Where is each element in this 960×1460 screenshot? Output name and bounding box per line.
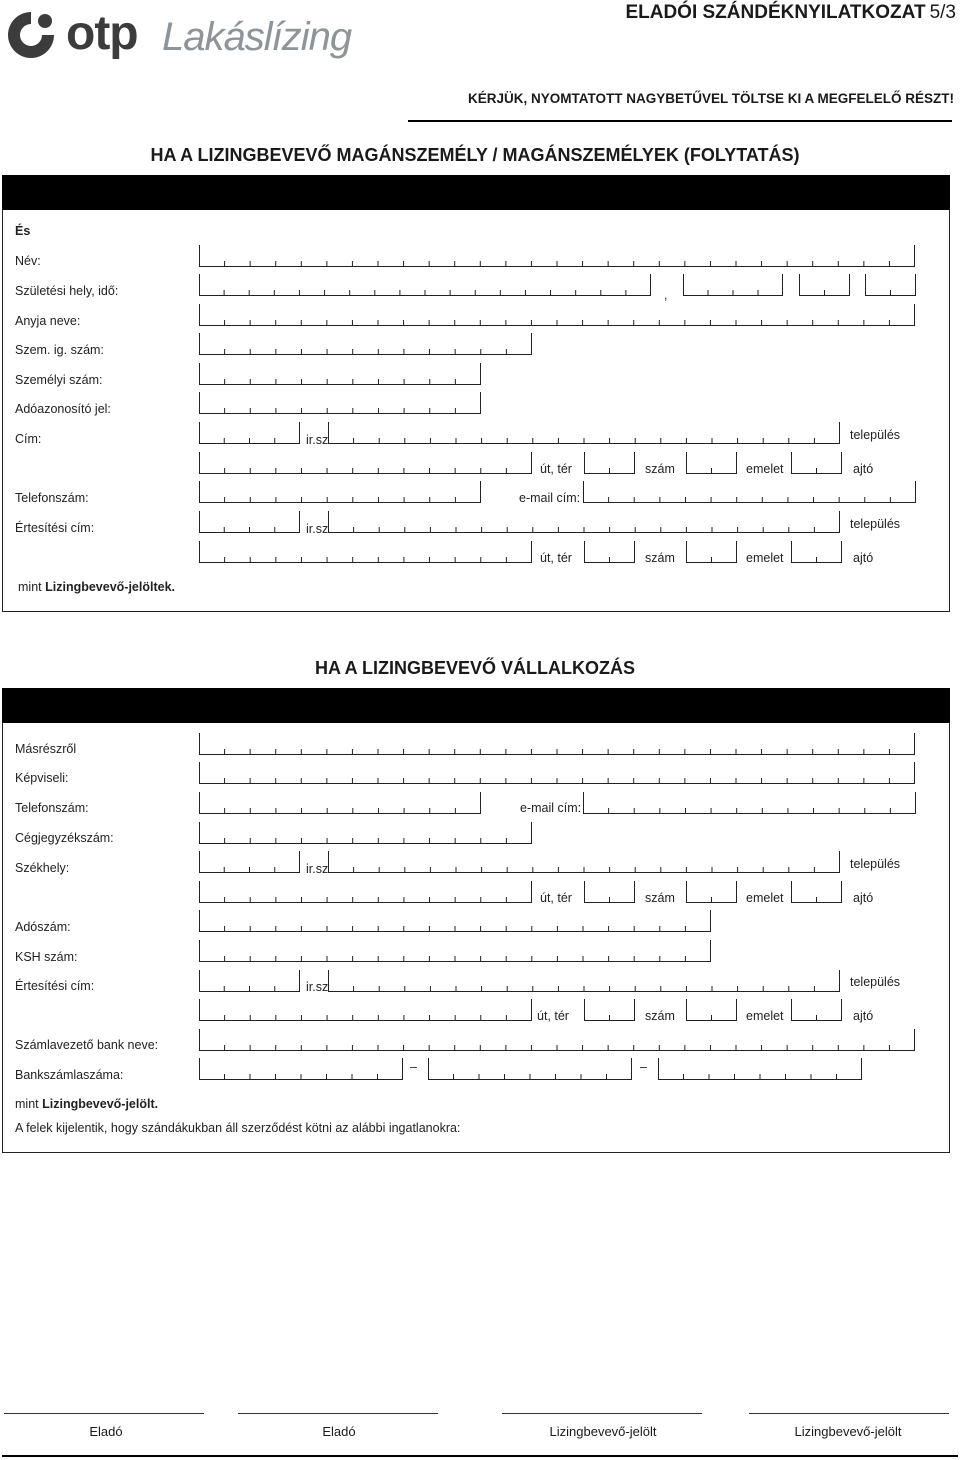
notify-floor-field[interactable] — [686, 541, 737, 563]
declaration-text: A felek kijelentik, hogy szándákukban áll szerződést kötni az alábbi ingatlanokra: — [15, 1121, 461, 1135]
section1-footer — [18, 580, 175, 594]
company-notify-number-field[interactable] — [584, 999, 635, 1021]
signature-label-lessee-1: Lizingbevevő-jelölt — [549, 1424, 657, 1439]
otp-lakaslizing-logo — [4, 4, 354, 64]
city-label: település — [850, 857, 901, 871]
footer-prefix: mint — [18, 580, 42, 594]
tax-id-field[interactable] — [199, 392, 481, 414]
seat-door-field[interactable] — [791, 881, 842, 903]
notify-zip-field[interactable] — [199, 511, 300, 533]
label-birth: Születési hely, idő: — [15, 284, 119, 298]
number-label: szám — [645, 1009, 675, 1023]
label-represented: Képviseli: — [15, 771, 69, 785]
address-door-field[interactable] — [791, 452, 842, 474]
page-number: 5/3 — [929, 2, 956, 23]
signature-line-lessee-1[interactable] — [502, 1413, 702, 1414]
label-tax-id: Adóazonosító jel: — [15, 402, 111, 416]
logo-otp-text: otp — [66, 7, 138, 60]
street-label: út, tér — [540, 462, 572, 476]
label-notify-address: Értesítési cím: — [15, 521, 95, 535]
notify-street-field[interactable] — [199, 541, 532, 563]
seat-city-field[interactable] — [328, 851, 840, 873]
notify-city-field[interactable] — [328, 511, 840, 533]
label-company-reg: Cégjegyzékszám: — [15, 831, 114, 845]
birth-year-field[interactable] — [683, 274, 783, 296]
email-field[interactable] — [583, 481, 916, 503]
account-dash-2: – — [640, 1060, 647, 1074]
mother-name-field[interactable] — [199, 304, 915, 326]
footer-role: Lizingbevevő-jelölt. — [42, 1097, 159, 1111]
company-notify-floor-field[interactable] — [686, 999, 737, 1021]
seat-number-field[interactable] — [584, 881, 635, 903]
logo-subtitle: Lakáslízing — [162, 15, 352, 59]
email-label: e-mail cím: — [520, 801, 582, 815]
company-notify-zip-field[interactable] — [199, 970, 300, 992]
personal-number-field[interactable] — [199, 363, 481, 385]
signature-label-seller-2: Eladó — [322, 1424, 356, 1439]
floor-label: emelet — [746, 462, 784, 476]
company-notify-city-field[interactable] — [328, 970, 840, 992]
document-title-text: ELADÓI SZÁNDÉKNYILATKOZAT — [625, 2, 926, 23]
notify-door-field[interactable] — [791, 541, 842, 563]
floor-label: emelet — [746, 891, 784, 905]
door-label: ajtó — [853, 891, 874, 905]
document-title — [625, 2, 956, 24]
bank-account-part2-field[interactable] — [428, 1058, 632, 1080]
label-and: És — [15, 224, 31, 238]
label-name: Név: — [15, 254, 41, 268]
company-email-field[interactable] — [583, 792, 916, 814]
company-phone-field[interactable] — [199, 792, 481, 814]
email-label: e-mail cím: — [519, 491, 581, 505]
seat-floor-field[interactable] — [686, 881, 737, 903]
section-bar — [2, 688, 950, 723]
label-id-number: Szem. ig. szám: — [15, 343, 104, 357]
label-personal-number: Személyi szám: — [15, 373, 103, 387]
zip-label: ir.sz — [306, 433, 329, 447]
address-city-field[interactable] — [328, 422, 840, 444]
signature-label-lessee-2: Lizingbevevő-jelölt — [794, 1424, 902, 1439]
tax-number-field[interactable] — [199, 910, 711, 932]
bank-account-part3-field[interactable] — [658, 1058, 862, 1080]
notify-number-field[interactable] — [584, 541, 635, 563]
signature-line-seller-1[interactable] — [4, 1413, 204, 1414]
address-street-field[interactable] — [199, 452, 532, 474]
number-label: szám — [645, 891, 675, 905]
city-label: település — [850, 428, 901, 442]
street-label: út, tér — [540, 551, 572, 565]
birth-place-field[interactable] — [199, 274, 651, 296]
floor-label: emelet — [746, 551, 784, 565]
birth-day-field[interactable] — [865, 274, 916, 296]
door-label: ajtó — [853, 551, 874, 565]
label-bank-account: Bankszámlaszáma: — [15, 1068, 124, 1082]
signature-label-seller-1: Eladó — [89, 1424, 123, 1439]
street-label: út, tér — [537, 1009, 569, 1023]
header-divider — [408, 120, 952, 122]
company-notify-door-field[interactable] — [791, 999, 842, 1021]
company-name-field[interactable] — [199, 733, 915, 755]
signature-line-lessee-2[interactable] — [749, 1413, 949, 1414]
seat-street-field[interactable] — [199, 881, 532, 903]
number-label: szám — [645, 551, 675, 565]
otp-logo-mark-icon — [4, 8, 58, 62]
number-label: szám — [645, 462, 675, 476]
address-floor-field[interactable] — [686, 452, 737, 474]
door-label: ajtó — [853, 462, 874, 476]
section-title-company: HA A LIZINGBEVEVŐ VÁLLALKOZÁS — [314, 658, 635, 678]
street-label: út, tér — [540, 891, 572, 905]
city-label: település — [850, 517, 901, 531]
door-label: ajtó — [853, 1009, 874, 1023]
account-dash-1: – — [410, 1060, 417, 1074]
label-tax-number: Adószám: — [15, 920, 71, 934]
comma-separator: , — [664, 288, 668, 302]
section2-footer — [15, 1097, 158, 1111]
label-mother: Anyja neve: — [15, 314, 81, 328]
birth-month-field[interactable] — [799, 274, 850, 296]
seat-zip-field[interactable] — [199, 851, 300, 873]
label-company-notify: Értesítési cím: — [15, 979, 95, 993]
label-company-phone: Telefonszám: — [15, 801, 89, 815]
label-ksh: KSH szám: — [15, 950, 78, 964]
zip-label: ir.sz — [306, 522, 329, 536]
fill-instruction: KÉRJÜK, NYOMTATOTT NAGYBETŰVEL TÖLTSE KI A MEGFELELŐ RÉSZT! — [467, 91, 954, 106]
label-address: Cím: — [15, 432, 42, 446]
footer-prefix: mint — [15, 1097, 39, 1111]
label-bank-name: Számlavezető bank neve: — [15, 1038, 159, 1052]
label-other-party: Másrészről — [15, 742, 77, 756]
id-number-field[interactable] — [199, 333, 532, 355]
ksh-number-field[interactable] — [199, 940, 711, 962]
label-phone: Telefonszám: — [15, 491, 89, 505]
name-field[interactable] — [199, 245, 915, 267]
company-reg-field[interactable] — [199, 822, 532, 844]
city-label: település — [850, 975, 901, 989]
address-number-field[interactable] — [584, 452, 635, 474]
bank-name-field[interactable] — [199, 1029, 915, 1051]
signature-line-seller-2[interactable] — [238, 1413, 438, 1414]
footer-divider — [2, 1455, 958, 1457]
bank-account-part1-field[interactable] — [199, 1058, 403, 1080]
company-notify-street-field[interactable] — [199, 999, 532, 1021]
zip-label: ir.sz — [306, 862, 329, 876]
phone-field[interactable] — [199, 481, 481, 503]
label-seat: Székhely: — [15, 861, 70, 875]
section-title-private: HA A LIZINGBEVEVŐ MAGÁNSZEMÉLY / MAGÁNSZEMÉLYEK (FOLYTATÁS) — [150, 145, 800, 165]
footer-role: Lizingbevevő-jelöltek. — [45, 580, 175, 594]
representative-field[interactable] — [199, 762, 915, 784]
zip-label: ir.sz — [306, 980, 329, 994]
address-zip-field[interactable] — [199, 422, 300, 444]
floor-label: emelet — [746, 1009, 784, 1023]
section-bar — [2, 175, 950, 210]
